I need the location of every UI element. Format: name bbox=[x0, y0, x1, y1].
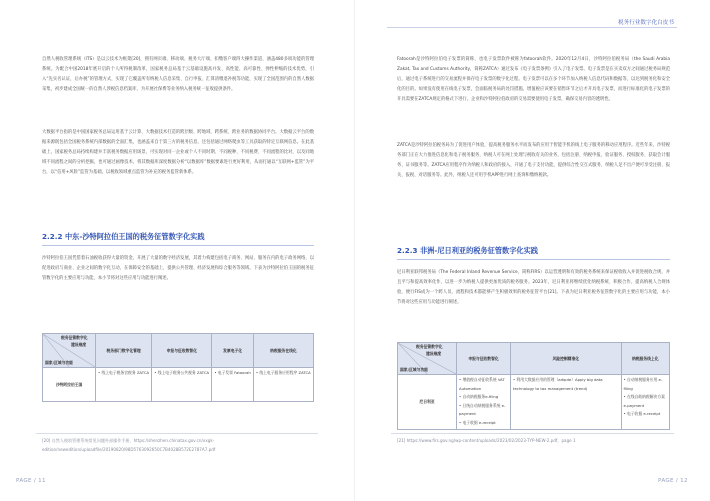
footnote-21: [21] https://www.firs.gov.ng/wp-content/uploads/2023/02/2023-TYP-NEW-2.pdf，page 1 bbox=[397, 438, 576, 443]
right-paragraph-fatoorah: Fatoorah是沙特阿拉伯电子发票的简称，也电子发票软件被称为fatoorah软件。2020年12月4日，沙特阿拉伯税务局（the Saudi Arabia Zakat, Tax and Customs Authority，简称ZATCA）通过发布《电子发票条例》引入了电子发票。电子发票是在买卖双方之间通过税务局规范后，通过电子系统进行的交易流程并保存电子发票的数字化过程。电子发票可以在多个环节加入纳税人信息代码和数据等，以达到税务化和安全化的目的。如果没有使用在线电子发票，会面临税务局的处罚措施。增值税应该要在销售环节之后才开具电子发票，而进行标准化的电子发票的开具需要在ZATCA规定的格式下进行。企业和沙特阿拉伯政府的交易需要使用电子发票，确保交易内容的透明性。 bbox=[397, 57, 670, 102]
corner-label-bottom: 国家/区域与功能 bbox=[45, 360, 73, 365]
section-title-nigeria: 2.2.3 非洲-尼日利亚的税务征管数字化实践 bbox=[397, 246, 538, 255]
section-underline bbox=[42, 245, 314, 246]
table-header: 申报与征收数智化 bbox=[152, 334, 212, 368]
table-header: 纳税服务线上化 bbox=[621, 343, 670, 375]
table-cell-line: • 电子收据 e-receipt bbox=[623, 411, 661, 417]
table-header: 税务部门数字化管理 bbox=[96, 334, 152, 368]
table-row-label: 尼日利亚 bbox=[398, 375, 457, 430]
table-row bbox=[43, 368, 314, 402]
table-cell-line: • 增值税自动征收系统 VAT Automation bbox=[459, 377, 505, 391]
table-header: 申报与征收数智化 bbox=[457, 343, 511, 375]
table-row-label: 沙特阿拉伯王国 bbox=[43, 368, 96, 402]
table-cell: • 线上电子税务公共税务 ZATCA bbox=[152, 368, 212, 402]
table-cell-line: • 利用大数据应用的管理（adipde）Apply big data technology to tax management (trend) bbox=[513, 377, 603, 391]
corner-label-mid: 建设维度 bbox=[426, 351, 442, 356]
table-cell bbox=[621, 375, 670, 430]
table-cell-line: • 自动纳税服务应用 e-filing bbox=[623, 377, 663, 391]
table-cell: • 线上电子税务官税务 ZATCA bbox=[96, 368, 152, 402]
right-paragraph-nigeria: 尼日利亚联邦税务局（The Federal Inland Revenue Service，简称FIRS）以运营透明和有效的税务系统来保证税收收入并促进税收合规，并且平与和提高效率化作，以进一步为纳税人提供更加优质的税务服务。2023年，尼日利亚将继续优化纳税系统、积极合作，提高纳税人合规体验，便行FIS成为一个跨人员、流程和技术都能够产生积极效果的税务征管平台[21]。下表为尼日利亚税务征管数字化的主要应用与功能，本小节将对这些应用与功能进行阐述。 bbox=[397, 270, 670, 305]
section-underline bbox=[397, 259, 670, 260]
table-corner-cell bbox=[398, 343, 457, 375]
left-paragraph-its: 自然人税收管理系统（ITS）是以云技术为框架[20]，拥有网页端、移动端、税务大厅端、扣缴客户端四大操作渠道，涵盖480多项功能的管理系统。为配合中国2018年底开启的个人所得税制改革，国家税务总局基于云基础设施高并发、高性能、高可靠性、弹性伸缩的技术优势，引入“先实名认证，后办税”的管理方式，实现了它覆盖所有纳税人信息采集、自行申报、汇算清缴退补税等功能，实现了全国范围内的自然人数据采集，初步建成全国统一的自然人涉税信息档案库，为开展社保费等业务纳入税务统一征收提供条件。 bbox=[42, 57, 314, 92]
section-title-saudi: 2.2.2 中东-沙特阿拉伯王国的税务征管数字化实践 bbox=[42, 232, 205, 241]
nigeria-table bbox=[397, 342, 670, 430]
table-cell-line: • 在线自助纳税解决方案 e-payment bbox=[623, 394, 665, 408]
running-header: 税务行业数字化白皮书 bbox=[618, 20, 674, 26]
corner-label-mid: 建设维度 bbox=[71, 342, 87, 347]
page-number-right: PAGE / 12 bbox=[658, 478, 688, 484]
right-paragraph-zatca: ZATCA是沙特阿拉伯税务局为了促进用户体验，提高税务服务水平而发布的应用于智能手机的线上电子服务的移动应用程序。近些年来，沙特税务部门正在大力推进信息化和电子税务服务，纳税人可在网上处理与税收有关的业务，包括注册、纳税申报、验证服务、授权服务、获取会计服务、证书服务等。ZATCA应用程序作为纳税人和政府的接入，开通了电子支付功能，提供综合性交互式服务，纳税人足不出户便可享受注册、报关、报税、对话服务等。此外，纳税人还可用手机APP进行网上查询和缴纳税款。 bbox=[397, 143, 670, 178]
table-header: 发票电子化 bbox=[212, 334, 254, 368]
left-paragraph-bigdata: 大数据平台指的是中国国家税务总局运用基于云计算、大数据技术打造的跨层级、跨地域、跨系统、跨业务的数据协同平台。大数据云平台的数据来源既包括全国税务系统内部数据的全面汇集，也涵盖来自于第三方的税务信息，还包括通过网络爬虫等工具获取的特定互联网信息。在此基础上，国家税务总局持续构建并丰富税务数据应用场景，可实现对同一企业或个人不同时期、不同税种、不同税费、不同流程的比对，以及同地域不同流程之间的分析挖掘，也可通过画像技术，将其数据库深度数据分析“以数据库”数据要素进行更好利用，从而打通以“互联网+监管”为平台，以“信用+风险”监管为基础，以税收领域重点监管为补充的税务监管新体系。 bbox=[42, 130, 314, 175]
table-cell bbox=[511, 375, 621, 430]
table-cell bbox=[457, 375, 511, 430]
saudi-table bbox=[42, 333, 314, 402]
corner-label-bottom: 国家/区域与功能 bbox=[400, 367, 428, 372]
table-cell: • 电子发票 Fatoorah bbox=[212, 368, 254, 402]
table-header: 纳税服务在线化 bbox=[253, 334, 313, 368]
page-number-left: PAGE / 11 bbox=[16, 478, 46, 484]
table-cell-line: • 自动纳税服务e-filing bbox=[459, 394, 499, 400]
header-rule bbox=[387, 27, 677, 28]
table-cell-line: • 电子收据 e-receipt bbox=[459, 419, 496, 425]
corner-label-top: 税务征管数字化 bbox=[416, 344, 443, 349]
table-cell-line: • 日统自动纳税服务系统 e-payment bbox=[459, 402, 506, 417]
table-row bbox=[398, 375, 670, 430]
footnote-divider bbox=[391, 433, 674, 434]
left-paragraph-saudi: 沙特阿拉伯王国凭借着石油税收获得大量的资金，开展了大量的数字经济发展，其着力构建包括电子商务、网站、服务在内的电子政务网络，以促进政府与商业、企业之间的数字化互动，在保障安全的基础上，提供公共管理、经济发展和综合服务等领域。下表为沙特阿拉伯王国的税务征管数字化的主要应用与功能，本小节将对这些应用与功能进行阐述。 bbox=[42, 256, 314, 281]
footnote-divider bbox=[36, 433, 318, 434]
table-header: 风险控制精准化 bbox=[511, 343, 621, 375]
table-cell: • 线上电子服务应用程序 ZATCA bbox=[253, 368, 313, 402]
footnote-20: [20] 自然人税收管理系统常见问题外部操作手册，https://shenzhen.chinatax.gov.cn/xxgk-edition/newedition/uploadfile/20190820/98D5763092650C7B4028B572E2787A7.pdf bbox=[42, 438, 216, 452]
table-corner-cell bbox=[43, 334, 96, 368]
corner-label-top: 税务征管数字化 bbox=[61, 335, 88, 340]
